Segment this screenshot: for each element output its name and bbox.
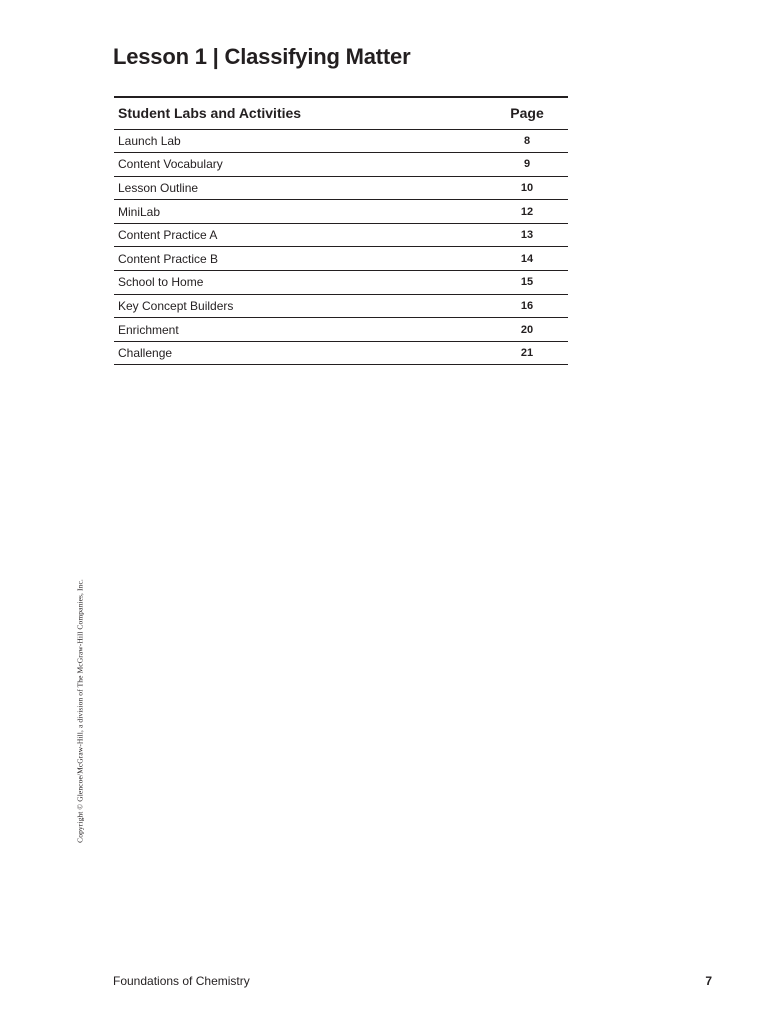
table-row [114,176,568,200]
activity-name: MiniLab [114,200,486,224]
table-row [114,200,568,224]
table-row [114,271,568,295]
footer-book-title: Foundations of Chemistry [113,974,250,988]
table-header-row [114,97,568,129]
footer-page-number: 7 [705,974,712,988]
table-row [114,318,568,342]
activity-name: Content Practice B [114,247,486,271]
page-number: 10 [486,176,568,200]
activity-name: Challenge [114,341,486,365]
page-number: 12 [486,200,568,224]
copyright-notice: Copyright © Glencoe/McGraw-Hill, a division of The McGraw-Hill Companies, Inc. [75,579,85,843]
activity-name: School to Home [114,271,486,295]
page-column-header: Page [486,97,568,129]
activity-name: Key Concept Builders [114,294,486,318]
activity-name: Content Practice A [114,223,486,247]
table-row [114,341,568,365]
page-number: 13 [486,223,568,247]
table-row [114,223,568,247]
activity-name: Enrichment [114,318,486,342]
page-number: 21 [486,341,568,365]
activities-table [114,96,568,365]
page-number: 14 [486,247,568,271]
activity-name: Launch Lab [114,129,486,153]
page-number: 16 [486,294,568,318]
table-row [114,247,568,271]
table-row [114,153,568,177]
table-row [114,129,568,153]
page-number: 15 [486,271,568,295]
page-number: 20 [486,318,568,342]
table-row [114,294,568,318]
activity-name: Content Vocabulary [114,153,486,177]
activity-column-header: Student Labs and Activities [114,97,486,129]
activity-name: Lesson Outline [114,176,486,200]
page-title: Lesson 1 | Classifying Matter [113,44,411,69]
page-number: 8 [486,129,568,153]
page-number: 9 [486,153,568,177]
